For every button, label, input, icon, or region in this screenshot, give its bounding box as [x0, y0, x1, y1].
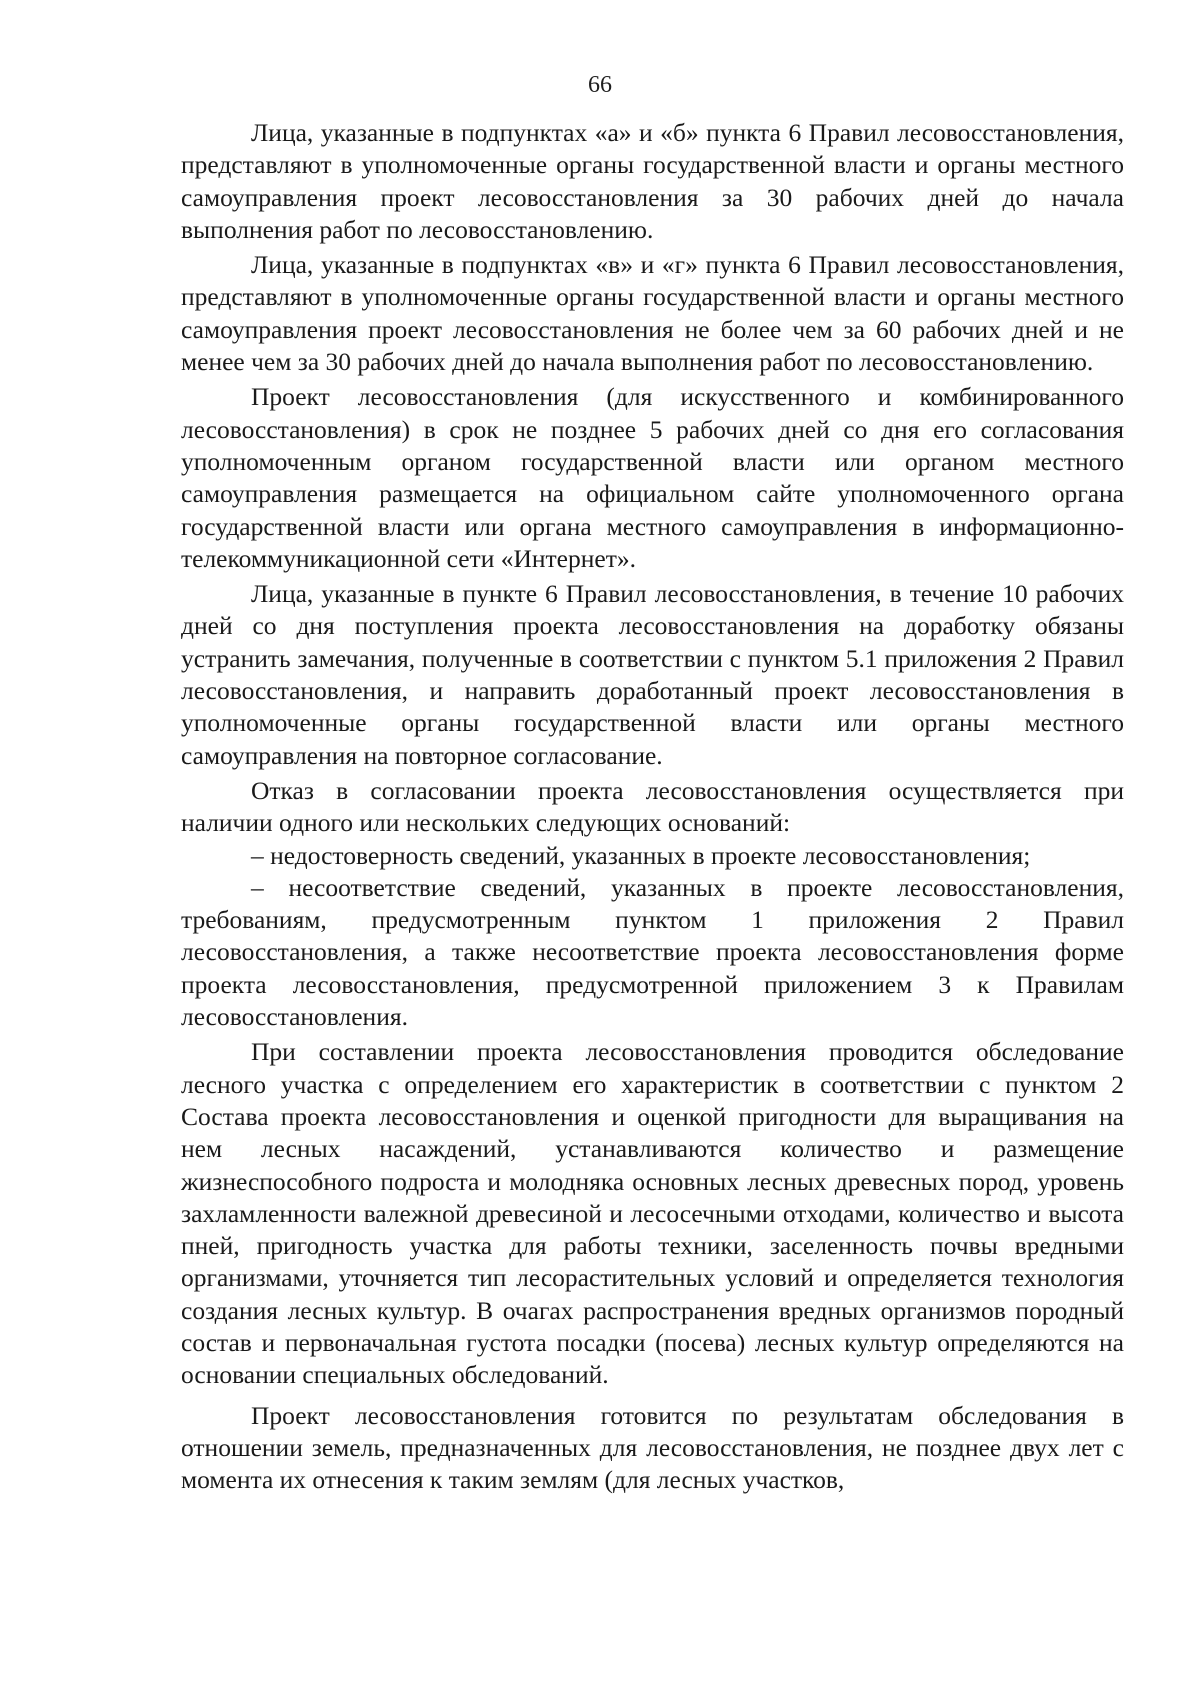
page-number: 66: [588, 72, 612, 98]
paragraph-deadline-vg: Лица, указанные в подпунктах «в» и «г» пункта 6 Правил лесовосстановления, представляют в уполномоченные органы государственной власти и органы местного самоуправления проект лесовосстановления не более чем за 60 рабочих дней и не менее чем за 30 рабочих дней до начала выполнения работ по лесовосстановлению.: [181, 250, 1124, 377]
paragraph-preparation: Проект лесовосстановления готовится по результатам обследования в отношении земель, предназначенных для лесовосстановления, не позднее двух лет с момента их отнесения к таким землям (для лесных участков,: [181, 1400, 1124, 1495]
paragraph-deadline-ab: Лица, указанные в подпунктах «а» и «б» пункта 6 Правил лесовосстановления, представляют в уполномоченные органы государственной власти и органы местного самоуправления проект лесовосстановления за 30 рабочих дней до начала выполнения работ по лесовосстановлению.: [181, 118, 1124, 244]
list-item-nonconformity: – несоответствие сведений, указанных в проекте лесовосстановления, требованиям, предусмотренным пунктом 1 приложения 2 Правил лесовосстановления, а также несоответствие проекта лесовосстановления форме проекта лесовосстановления, предусмотренной приложением 3 к Правилам лесовосстановления.: [181, 872, 1124, 1032]
document-body: [181, 117, 1124, 1496]
paragraph-revision: Лица, указанные в пункте 6 Правил лесовосстановления, в течение 10 рабочих дней со дня поступления проекта лесовосстановления на доработку обязаны устранить замечания, полученные в соответствии с пунктом 5.1 приложения 2 Правил лесовосстановления, и направить доработанный проект лесовосстановления в уполномоченные органы государственной власти или органы местного самоуправления на повторное согласование.: [181, 579, 1124, 770]
paragraph-refusal-grounds: Отказ в согласовании проекта лесовосстановления осуществляется при наличии одного или нескольких следующих оснований:: [181, 775, 1124, 838]
paragraph-survey: При составлении проекта лесовосстановления проводится обследование лесного участка с определением его характеристик в соответствии с пунктом 2 Состава проекта лесовосстановления и оценкой пригодности для выращивания на нем лесных насаждений, устанавливаются количество и размещение жизнеспособного подроста и молодняка основных лесных древесных пород, уровень захламленности валежной древесиной и лесосечными отходами, количество и высота пней, пригодность участка для работы техники, заселенность почвы вредными организмами, уточняется тип лесорастительных условий и определяется технология создания лесных культур. В очагах распространения вредных организмов породный состав и первоначальная густота посадки (посева) лесных культур определяются на основании специальных обследований.: [181, 1037, 1124, 1390]
paragraph-publication: Проект лесовосстановления (для искусственного и комбинированного лесовосстановления) в срок не позднее 5 рабочих дней со дня его согласования уполномоченным органом государственной власти или органом местного самоуправления размещается на официальном сайте уполномоченного органа государственной власти или органа местного самоуправления в информационно-телекоммуникационной сети «Интернет».: [181, 382, 1124, 573]
list-item-unreliable-data: – недостоверность сведений, указанных в проекте лесовосстановления;: [251, 840, 1031, 870]
